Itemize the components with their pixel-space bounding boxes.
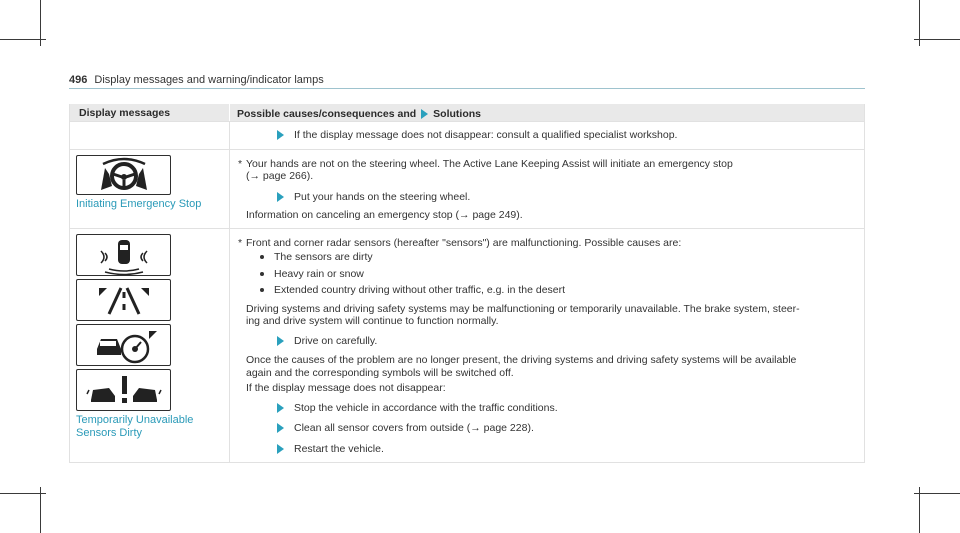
action-step: Drive on carefully. (238, 335, 856, 348)
table-row (70, 228, 864, 463)
hands-on-steering-wheel-icon (76, 155, 171, 195)
car-speedometer-icon (76, 324, 171, 366)
list-item: Heavy rain or snow (260, 268, 856, 281)
page-title: Display messages and warning/indicator lamps (94, 74, 324, 86)
action-step: If the display message does not disappear: consult a qualified specialist workshop. (238, 129, 856, 142)
table-row (70, 149, 864, 228)
action-arrow-icon (277, 403, 284, 413)
lane-markings-icon (76, 279, 171, 321)
action-step: Put your hands on the steering wheel. (238, 191, 856, 204)
action-arrow-icon (277, 423, 284, 433)
action-step: Clean all sensor covers from outside (→ page 228). (238, 422, 856, 435)
message-caption: Initiating Emergency Stop (76, 197, 202, 210)
info-text: Information on canceling an emergency stop (→ page 249). (246, 209, 523, 221)
column-header-display-messages: Display messages (70, 104, 230, 121)
note: * Front and corner radar sensors (hereafter "sensors") are malfunctioning. Possible causes are: (238, 236, 682, 249)
table-header (70, 104, 864, 121)
crop-mark (0, 39, 46, 40)
cause-list (238, 251, 856, 297)
vehicle-distance-warning-icon (76, 369, 171, 411)
crop-mark (0, 493, 46, 494)
table-row (70, 121, 864, 149)
info-text: Once the causes of the problem are no longer present, the driving systems and driving safety systems will be available again and the corresponding symbols will be switched off. (246, 354, 797, 379)
crop-mark (914, 39, 960, 40)
message-caption: Temporarily Unavailable Sensors Dirty (76, 413, 194, 439)
column-header-solutions-text: Solutions (433, 108, 482, 120)
header-divider (69, 88, 865, 89)
car-parking-sensors-icon (76, 234, 171, 276)
crop-mark (914, 493, 960, 494)
page-header (69, 74, 324, 86)
action-arrow-icon (277, 192, 284, 202)
solution-arrow-icon (421, 109, 428, 119)
action-step: Restart the vehicle. (238, 443, 856, 456)
page-number: 496 (69, 74, 88, 86)
action-arrow-icon (277, 444, 284, 454)
action-arrow-icon (277, 336, 284, 346)
column-header-causes-text: Possible causes/consequences and (237, 108, 417, 120)
action-arrow-icon (277, 130, 284, 140)
info-text: Driving systems and driving safety systems may be malfunctioning or temporarily unavailable. The brake system, steer- ing and drive system will continue to function normally. (246, 302, 800, 327)
info-text: If the display message does not disappear: (246, 382, 446, 394)
list-item: The sensors are dirty (260, 251, 856, 264)
note: * Your hands are not on the steering wheel. The Active Lane Keeping Assist will initiate an emergency stop (→ page 266). (238, 157, 733, 182)
list-item: Extended country driving without other traffic, e.g. in the desert (260, 284, 856, 297)
column-header-causes (230, 104, 864, 121)
action-step: Stop the vehicle in accordance with the traffic conditions. (238, 402, 856, 415)
display-messages-table (69, 104, 865, 463)
